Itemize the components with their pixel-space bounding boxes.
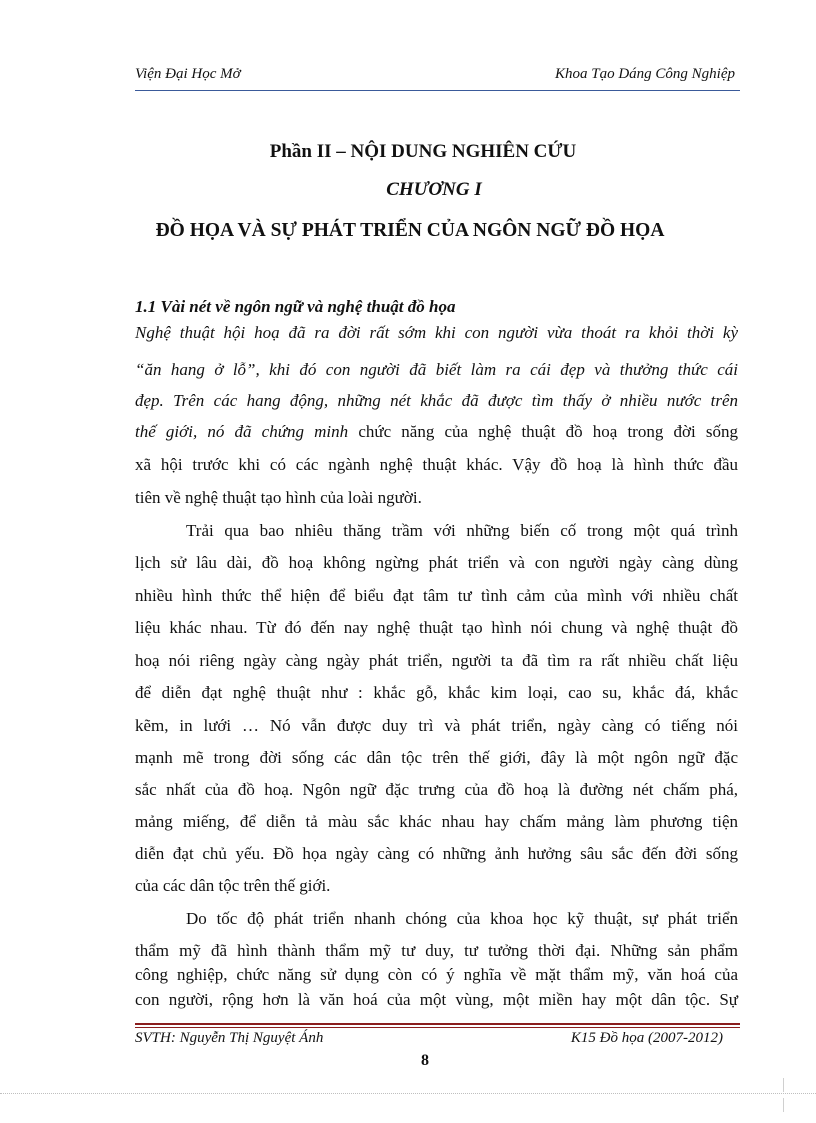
part-title: Phần II – NỘI DUNG NGHIÊN CỨU bbox=[269, 141, 577, 162]
paragraph-line: đẹp. Trên các hang động, những nét khắc đã được tìm thấy ở nhiều nước trên bbox=[135, 391, 738, 410]
paragraph-line: con người, rộng hơn là văn hoá của một vùng, một miền hay một dân tộc. Sự bbox=[135, 990, 738, 1009]
footer-course: K15 Đồ họa (2007-2012) bbox=[570, 1030, 723, 1046]
main-title: ĐỒ HỌA VÀ SỰ PHÁT TRIỂN CỦA NGÔN NGỮ ĐỒ HỌA bbox=[155, 220, 665, 241]
page-header bbox=[135, 66, 737, 90]
header-institution: Viện Đại Học Mở bbox=[135, 66, 241, 82]
paragraph-line-mixed bbox=[135, 422, 738, 442]
paragraph-line: Do tốc độ phát triển nhanh chóng của khoa học kỹ thuật, sự phát triển bbox=[186, 909, 738, 928]
paragraph-line: kẽm, in lưới … Nó vẫn được duy trì và phát triển, ngày càng có tiếng nói bbox=[135, 716, 738, 735]
page-bottom-edge bbox=[0, 1093, 816, 1094]
paragraph-line: diễn đạt chủ yếu. Đồ họa ngày càng có những ảnh hưởng sâu sắc đến đời sống bbox=[135, 844, 738, 863]
paragraph-line: sắc nhất của đồ hoạ. Ngôn ngữ đặc trưng của đồ hoạ là đường nét chấm phá, bbox=[135, 780, 738, 799]
paragraph-line: thẩm mỹ đã hình thành thẩm mỹ tư duy, tư tưởng thời đại. Những sản phẩm bbox=[135, 941, 738, 960]
paragraph-line: xã hội trước khi có các ngành nghệ thuật khác. Vậy đồ hoạ là hình thức đầu bbox=[135, 455, 738, 474]
footer-divider-thick bbox=[135, 1023, 740, 1025]
footer-divider-thin bbox=[135, 1027, 740, 1028]
page-footer bbox=[135, 1030, 737, 1050]
section-heading: 1.1 Vài nét về ngôn ngữ và nghệ thuật đồ họa bbox=[135, 297, 456, 316]
paragraph-line: hoạ nói riêng ngày càng ngày phát triển, người ta đã tìm ra rất nhiều chất liệu bbox=[135, 651, 738, 670]
paragraph-line: nhiều hình thức thể hiện để biểu đạt tâm tư tình cảm của mình với nhiều chất bbox=[135, 586, 738, 605]
paragraph-line: Nghệ thuật hội hoạ đã ra đời rất sớm khi con người vừa thoát ra khỏi thời kỳ bbox=[135, 323, 738, 342]
header-divider bbox=[135, 90, 740, 91]
paragraph-line: mạnh mẽ trong đời sống các dân tộc trên thế giới, đây là một ngôn ngữ đặc bbox=[135, 748, 738, 767]
paragraph-line: liệu khác nhau. Từ đó đến nay nghệ thuật tạo hình nói chung và nghệ thuật đồ bbox=[135, 618, 738, 637]
paragraph-line: để diễn đạt nghệ thuật như : khắc gỗ, khắc kim loại, cao su, khắc đá, khắc bbox=[135, 683, 738, 702]
paragraph-line: của các dân tộc trên thế giới. bbox=[135, 876, 331, 895]
page-corner-mark bbox=[783, 1078, 784, 1092]
page-number: 8 bbox=[421, 1052, 429, 1069]
chapter-title: CHƯƠNG I bbox=[386, 179, 482, 200]
paragraph-line: tiên về nghệ thuật tạo hình của loài người. bbox=[135, 488, 422, 507]
paragraph-line: mảng miếng, để diễn tả màu sắc khác nhau hay chấm mảng làm phương tiện bbox=[135, 812, 738, 831]
page-corner-mark bbox=[783, 1098, 784, 1112]
footer-student: SVTH: Nguyễn Thị Nguyệt Ánh bbox=[135, 1030, 324, 1046]
paragraph-line: lịch sử lâu dài, đồ hoạ không ngừng phát triển và con người ngày càng dùng bbox=[135, 553, 738, 572]
mixed-italic-text: thế giới, nó đã chứng minh bbox=[135, 422, 349, 441]
paragraph-line: công nghiệp, chức năng sử dụng còn có ý nghĩa về mặt thẩm mỹ, văn hoá của bbox=[135, 965, 738, 984]
mixed-normal-text: chức năng của nghệ thuật đồ hoạ trong đời sống bbox=[348, 422, 738, 441]
paragraph-line: “ăn hang ở lỗ”, khi đó con người đã biết làm ra cái đẹp và thưởng thức cái bbox=[135, 360, 738, 379]
header-faculty: Khoa Tạo Dáng Công Nghiệp bbox=[554, 66, 735, 82]
paragraph-line: Trải qua bao nhiêu thăng trầm với những biến cố trong một quá trình bbox=[186, 521, 738, 540]
